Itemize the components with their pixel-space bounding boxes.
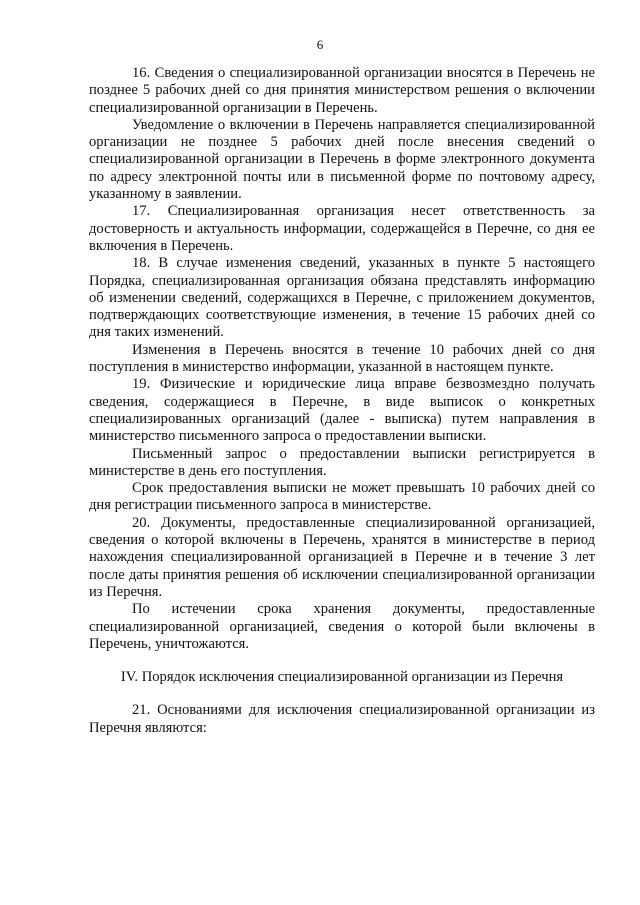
paragraph-19-deadline: Срок предоставления выписки не может превышать 10 рабочих дней со дня регистрации письменного запроса в министерстве. — [89, 480, 595, 514]
paragraph-17: 17. Специализированная организация несет ответственность за достоверность и актуальность информации, содержащейся в Перечне, со дня ее включения в Перечень. — [89, 203, 595, 254]
paragraph-20: 20. Документы, предоставленные специализированной организацией, сведения о которой включены в Перечень, хранятся в министерстве в период нахождения специализированной организацией в Перечне и в течение 3 лет после даты принятия решения об исключении специализированной организации из Перечня. — [89, 514, 595, 600]
paragraph-19-registration: Письменный запрос о предоставлении выписки регистрируется в министерстве в день его поступления. — [89, 445, 595, 479]
paragraph-20-destruction: По истечении срока хранения документы, предоставленные специализированной организацией, сведения о которой были включены в Перечень, уничтожаются. — [89, 601, 595, 652]
section-heading: IV. Порядок исключения специализированной организации из Перечня — [120, 669, 564, 686]
paragraph-18-changes: Изменения в Перечень вносятся в течение 10 рабочих дней со дня поступления в министерство информации, указанной в настоящем пункте. — [89, 341, 595, 376]
page-number: 6 — [316, 37, 324, 52]
document-body — [89, 65, 595, 737]
paragraph-16: 16. Сведения о специализированной организации вносятся в Перечень не позднее 5 рабочих дней со дня принятия министерством решения о включении специализированной организации в Перечень. — [89, 65, 595, 116]
paragraph-18: 18. В случае изменения сведений, указанных в пункте 5 настоящего Порядка, специализированная организация обязана представлять информацию об изменении сведений, содержащихся в Перечне, с приложением документов, подтверждающих соответствующие изменения, в течение 15 рабочих дней со дня таких изменений. — [89, 255, 595, 341]
paragraph-16-notification: Уведомление о включении в Перечень направляется специализированной организации не позднее 5 рабочих дней после внесения сведений о специализированной организации в Перечень в форме электронного документа по адресу электронной почты или в письменной форме по почтовому адресу, указанному в заявлении. — [89, 116, 595, 203]
paragraph-19: 19. Физические и юридические лица вправе безвозмездно получать сведения, содержащиеся в Перечне, в виде выписок о конкретных специализированных организаций (далее - выписка) путем направления в министерство письменного запроса о предоставлении выписки. — [89, 376, 595, 445]
paragraph-21: 21. Основаниями для исключения специализированной организации из Перечня являются: — [89, 702, 595, 736]
